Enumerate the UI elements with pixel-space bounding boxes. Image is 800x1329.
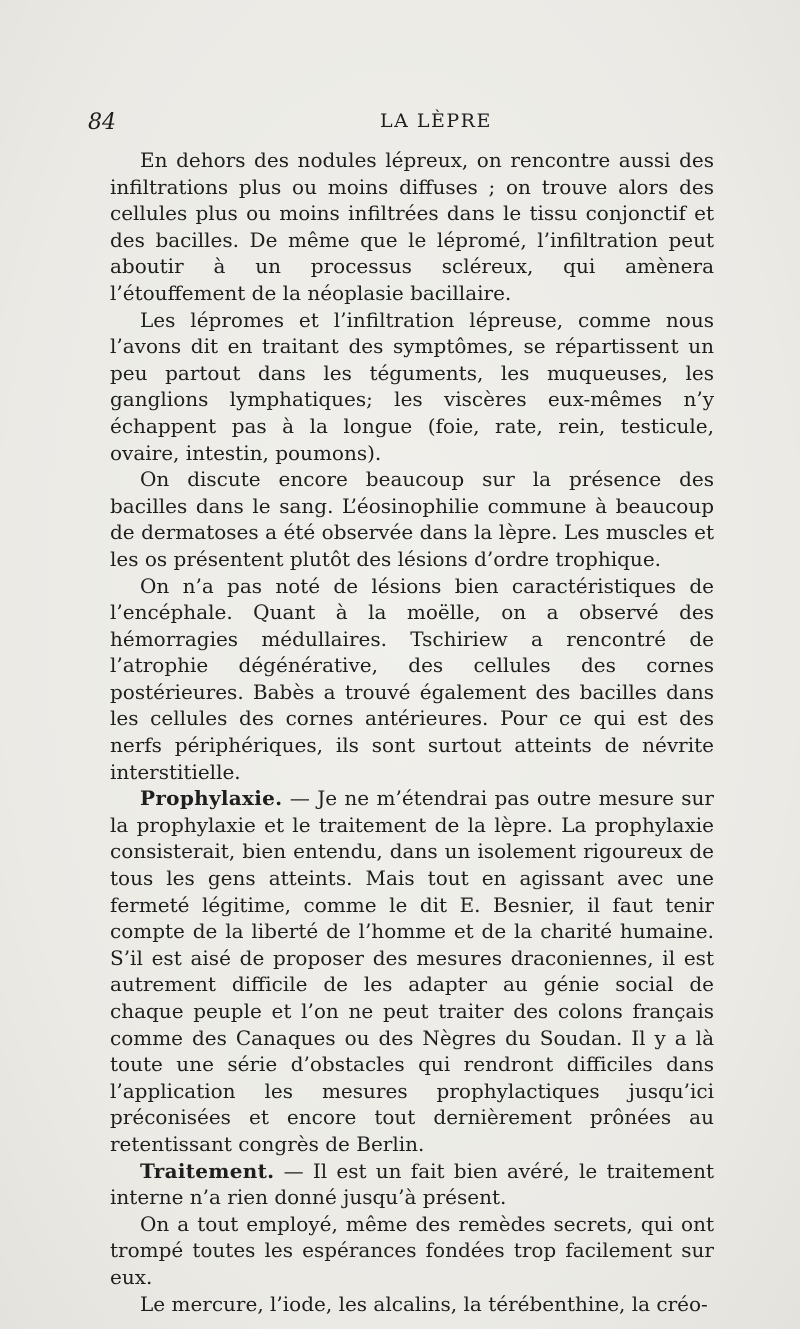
page-number: 84 — [88, 110, 116, 135]
paragraph-bacilles-sang — [110, 466, 714, 572]
paragraph-text: On n’a pas noté de lésions bien caractéristiques de l’encéphale. Quant à la moëlle, on a observé des hémorragies médullaires. Tschiriew a rencontré de l’atrophie dégénérative, des cellules des cornes postérieures. Babès a trouvé également des bacilles dans les cellules des cornes antérieures. Pour ce qui est des nerfs périphériques, ils sont surtout atteints de névrite interstitielle. — [110, 573, 714, 784]
body-text — [110, 147, 714, 1317]
paragraph-text: En dehors des nodules lépreux, on rencontre aussi des infiltrations plus ou moins diffuses ; on trouve alors des cellules plus ou moins infiltrées dans le tissu conjonctif et des bacilles. De même que le lépromé, l’infiltration peut aboutir à un processus scléreux, qui amènera l’étouffement de la néoplasie bacillaire. — [110, 148, 714, 305]
paragraph-traitement — [110, 1158, 714, 1211]
paragraph-remedes — [110, 1211, 714, 1291]
paragraph-text: On a tout employé, même des remèdes secrets, qui ont trompé toutes les espérances fondées trop facilement sur eux. — [110, 1211, 714, 1289]
paragraph-lepromes — [110, 307, 714, 467]
paragraph-mercure — [110, 1291, 714, 1318]
section-heading-prophylaxie: Prophylaxie. — [140, 786, 283, 811]
section-heading-traitement: Traitement. — [140, 1158, 275, 1183]
paragraph-encephale — [110, 573, 714, 786]
paragraph-infiltrations — [110, 147, 714, 307]
paragraph-text: — Je ne m’étendrai pas outre mesure sur la prophylaxie et le traitement de la lèpre. La prophylaxie consisterait, bien entendu, dans un isolement rigoureux de tous les gens atteints. Mais tout en agissant avec une fermeté légitime, comme le dit E. Besnier, il faut tenir compte de la liberté de l’homme et de la charité humaine. S’il est aisé de proposer des mesures draconiennes, il est autrement difficile de les adapter au génie social de chaque peuple et l’on ne peut traiter des colons français comme des Canaques ou des Nègres du Soudan. Il y a là toute une série d’obstacles qui rendront difficiles dans l’application les mesures prophylactiques jusqu’ici préconisées et encore tout dernièrement prônées au retentissant congrès de Berlin. — [110, 786, 714, 1156]
paragraph-prophylaxie — [110, 785, 714, 1157]
paragraph-text: On discute encore beaucoup sur la présence des bacilles dans le sang. L’éosinophilie commune à beaucoup de dermatoses a été observée dans la lèpre. Les muscles et les os présentent plutôt des lésions d’ordre trophique. — [110, 467, 714, 571]
paragraph-text: Le mercure, l’iode, les alcalins, la térébenthine, la créo- — [140, 1291, 708, 1316]
paragraph-text: — Il est un fait bien avéré, le traitement interne n’a rien donné jusqu’à présent. — [110, 1158, 714, 1210]
paragraph-text: Les lépromes et l’infiltration lépreuse, comme nous l’avons dit en traitant des symptômes, se répartissent un peu partout dans les téguments, les muqueuses, les ganglions lymphatiques; les viscères eux-mêmes n’y échappent pas à la longue (foie, rate, rein, testicule, ovaire, intestin, poumons). — [110, 307, 714, 465]
running-title: LA LÈPRE — [380, 110, 492, 132]
